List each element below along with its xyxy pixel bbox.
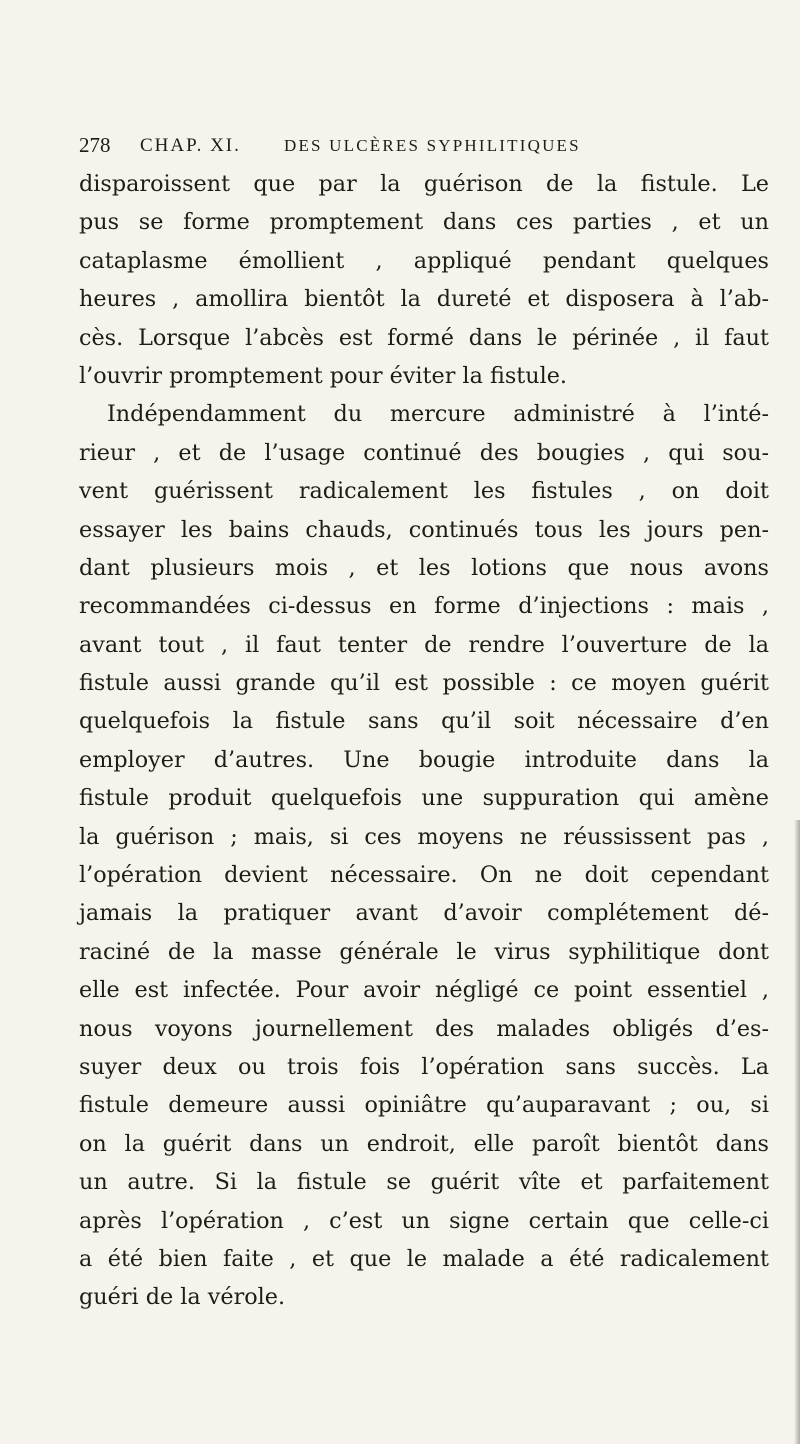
text-line: dant plusieurs mois , et les lotions que nous avons bbox=[79, 554, 769, 581]
page-number: 278 bbox=[79, 133, 111, 157]
text-line: rieur , et de l’usage continué des bougies , qui sou- bbox=[79, 439, 769, 466]
text-line: a été bien faite , et que le malade a été radicalement bbox=[79, 1245, 769, 1272]
text-line: un autre. Si la fistule se guérit vîte et parfaitement bbox=[79, 1169, 769, 1196]
text-line: guéri de la vérole. bbox=[79, 1284, 286, 1311]
text-line: la guérison ; mais, si ces moyens ne réussissent pas , bbox=[79, 823, 769, 850]
text-line: recommandées ci-dessus en forme d’injections : mais , bbox=[79, 593, 769, 620]
text-line: disparoissent que par la guérison de la fistule. Le bbox=[79, 171, 769, 197]
text-line: raciné de la masse générale le virus syphilitique dont bbox=[79, 938, 769, 965]
text-line: elle est infectée. Pour avoir négligé ce point essentiel , bbox=[79, 977, 769, 1004]
text-line: vent guérissent radicalement les fistules , on doit bbox=[79, 478, 769, 505]
text-line: nous voyons journellement des malades obligés d’es- bbox=[79, 1015, 769, 1042]
text-line: l’ouvrir promptement pour éviter la fistule. bbox=[79, 362, 567, 389]
text-line: avant tout , il faut tenter de rendre l’ouverture de la bbox=[79, 631, 769, 658]
text-line: jamais la pratiquer avant d’avoir complétement dé- bbox=[79, 900, 769, 927]
text-line: Indépendamment du mercure administré à l’inté- bbox=[107, 401, 769, 428]
running-title: DES ULCÈRES SYPHILITIQUES bbox=[284, 136, 581, 155]
text-line: suyer deux ou trois fois l’opération sans succès. La bbox=[79, 1053, 769, 1080]
running-header bbox=[79, 133, 769, 165]
text-line: quelquefois la fistule sans qu’il soit nécessaire d’en bbox=[79, 708, 769, 735]
text-line: employer d’autres. Une bougie introduite dans la bbox=[79, 746, 769, 773]
text-line: cès. Lorsque l’abcès est formé dans le périnée , il faut bbox=[79, 324, 769, 351]
text-line: cataplasme émollient , appliqué pendant quelques bbox=[79, 247, 769, 274]
text-line: on la guérit dans un endroit, elle paroît bientôt dans bbox=[79, 1130, 769, 1157]
text-line: fistule demeure aussi opiniâtre qu’auparavant ; ou, si bbox=[79, 1092, 769, 1119]
text-line: fistule produit quelquefois une suppuration qui amène bbox=[79, 785, 769, 812]
text-line: l’opération devient nécessaire. On ne doit cependant bbox=[79, 862, 769, 889]
chapter-label: CHAP. XI. bbox=[140, 135, 241, 156]
text-line: après l’opération , c’est un signe certain que celle-ci bbox=[79, 1207, 769, 1234]
body-text bbox=[79, 165, 769, 1317]
text-line: essayer les bains chauds, continués tous les jours pen- bbox=[79, 516, 769, 543]
text-line: fistule aussi grande qu’il est possible : ce moyen guérit bbox=[79, 670, 769, 697]
text-line: pus se forme promptement dans ces parties , et un bbox=[79, 209, 769, 236]
page-edge-shadow bbox=[794, 820, 800, 1444]
text-line: heures , amollira bientôt la dureté et disposera à l’ab- bbox=[79, 286, 769, 313]
